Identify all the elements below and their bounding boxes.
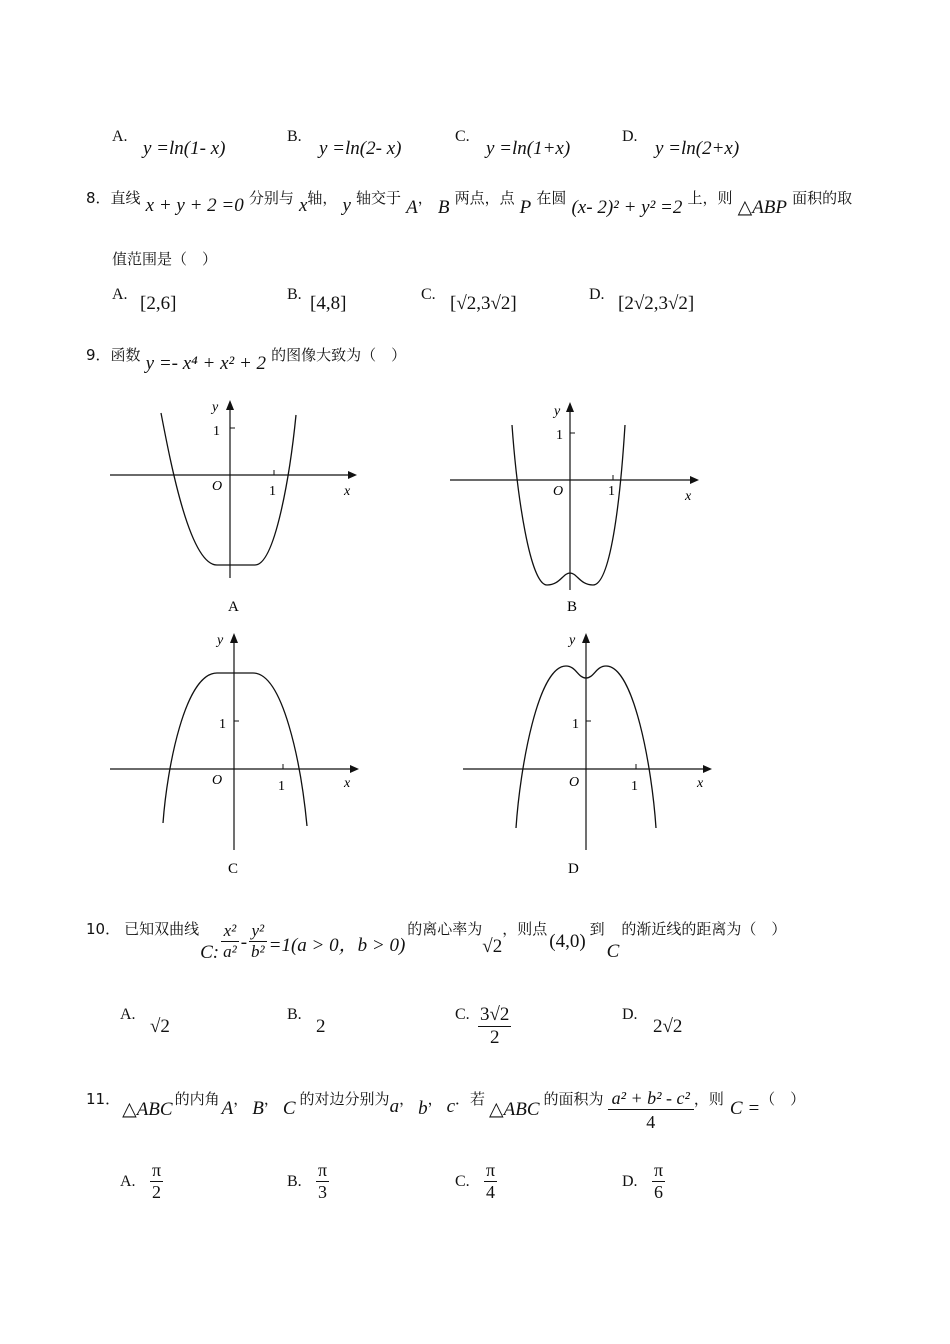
q10-option-b-expr: 2 — [316, 1016, 326, 1037]
graph-d-one-x: 1 — [631, 779, 638, 794]
q11-option-d-letter: D. — [622, 1173, 638, 1190]
q10-eq-rest: =1(a > 0，b > 0) — [268, 934, 406, 956]
q11-option-b-den: 3 — [318, 1182, 328, 1202]
q7-option-c-letter: C. — [455, 128, 470, 145]
q11-option-a-frac — [150, 1160, 163, 1203]
q10-option-b-letter: B. — [287, 1006, 302, 1023]
q10-option-c-num: 3√2 — [480, 1004, 510, 1025]
q10-option-c-letter: C. — [455, 1006, 470, 1023]
q11-text: 的面积为 — [543, 1090, 604, 1108]
q11-text: （ ） — [760, 1090, 806, 1108]
graph-b-caption: B — [567, 599, 578, 615]
q10-text: 到 — [589, 920, 605, 938]
q8-option-c-expr: [√2,3√2] — [450, 293, 517, 314]
graph-d-y-label: y — [569, 633, 576, 648]
q11-triangle-ref: △ABC — [489, 1099, 540, 1120]
q11-angle-b: B — [252, 1098, 264, 1119]
graph-a-one-x: 1 — [269, 484, 276, 499]
q10-frac-y-num: y² — [249, 921, 267, 942]
q10-frac-x — [221, 921, 239, 962]
q11-option-d-num: π — [654, 1160, 664, 1180]
q8-text: 两点，点 — [454, 189, 515, 207]
q9-number: 9． — [86, 346, 111, 364]
q9-graph-c — [105, 628, 370, 883]
q8-option-b-expr: [4,8] — [310, 293, 347, 314]
q11-option-a-den: 2 — [152, 1182, 162, 1202]
q11-option-c-num: π — [486, 1160, 496, 1180]
q11-area-frac — [608, 1088, 694, 1133]
q11-comma: ， — [427, 1090, 443, 1108]
q10-number: 10． — [86, 920, 121, 938]
graph-d-origin: O — [569, 775, 580, 790]
q7-option-c-expr: y =ln(1+x) — [486, 138, 571, 159]
q9-stem — [86, 344, 407, 374]
q10-curve-c-ref: C — [606, 941, 620, 962]
q7-option-a-expr: y =ln(1- x) — [143, 138, 226, 159]
q8-number: 8． — [86, 189, 111, 207]
q10-frac-x-den: a² — [223, 941, 237, 961]
q8-triangle: △ABP — [737, 197, 788, 218]
graph-a-one-y: 1 — [213, 424, 220, 439]
graph-c-origin: O — [212, 773, 223, 788]
q8-option-a-expr: [2,6] — [140, 293, 177, 314]
q11-c-equals: C = — [729, 1098, 761, 1119]
q8-text: 轴交于 — [356, 189, 402, 207]
graph-c-caption: C — [228, 861, 239, 877]
q8-point-b: B — [437, 197, 450, 218]
q7-option-d-letter: D. — [622, 128, 638, 145]
q8-line-eq: x + y + 2 =0 — [145, 195, 244, 216]
q11-angle-a: A — [221, 1098, 234, 1119]
q11-text: 的内角 — [174, 1090, 220, 1108]
q8-comma: ， — [417, 189, 433, 207]
q11-text: 的对边分别为 — [299, 1090, 390, 1108]
q11-number: 11． — [86, 1090, 121, 1108]
q8-var-y: y — [342, 195, 351, 216]
q11-angle-c: C — [282, 1098, 296, 1119]
q10-option-c-den: 2 — [489, 1027, 500, 1048]
graph-b-x-label: x — [685, 489, 692, 504]
q7-option-d-expr: y =ln(2+x) — [655, 138, 740, 159]
q9-graph-d — [458, 628, 723, 883]
graph-a-y-label: y — [212, 400, 219, 415]
q11-option-a-num: π — [152, 1160, 162, 1180]
graph-c-x-label: x — [344, 776, 351, 791]
q10-option-d-letter: D. — [622, 1006, 638, 1023]
q8-text: 上，则 — [687, 189, 733, 207]
graph-b-one-x: 1 — [608, 484, 615, 499]
q8-text: 面积的取 — [792, 189, 853, 207]
q11-option-a-letter: A. — [120, 1173, 136, 1190]
q9-graph-b — [445, 395, 710, 625]
q8-option-d-letter: D. — [589, 286, 605, 303]
q11-comma: ， — [399, 1090, 415, 1108]
q11-side-a: a — [389, 1096, 400, 1117]
q11-option-d-den: 6 — [654, 1182, 664, 1202]
q11-area-den: 4 — [646, 1112, 656, 1132]
q11-text: ，则 — [693, 1090, 724, 1108]
q7-option-a-letter: A. — [112, 128, 128, 145]
q10-option-a-expr: √2 — [150, 1016, 170, 1037]
q11-option-c-den: 4 — [486, 1182, 496, 1202]
q10-eccentricity: √2 — [482, 936, 503, 957]
q10-text: 的渐近线的距离为（ ） — [621, 920, 787, 938]
q10-point: (4,0) — [549, 931, 586, 952]
graph-c-one-y: 1 — [219, 717, 226, 732]
q8-option-b-letter: B. — [287, 286, 302, 303]
q11-option-b-num: π — [318, 1160, 328, 1180]
q8-text: 分别与 — [248, 189, 294, 207]
graph-a-origin: O — [212, 479, 223, 494]
q11-comma: ， — [233, 1090, 249, 1108]
q9-graph-a — [105, 395, 365, 625]
q8-circle-eq: (x- 2)² + y² =2 — [571, 197, 683, 218]
q8-option-a-letter: A. — [112, 286, 128, 303]
graph-c-one-x: 1 — [278, 779, 285, 794]
q11-option-b-letter: B. — [287, 1173, 302, 1190]
q8-point-a: A — [406, 197, 418, 218]
q10-stem — [86, 918, 786, 964]
q11-side-b: b — [418, 1098, 428, 1119]
q8-text: 在圆 — [536, 189, 567, 207]
graph-c-y-label: y — [217, 633, 224, 648]
q10-frac-x-num: x² — [221, 921, 239, 942]
q8-text: 轴， — [307, 189, 338, 207]
q8-text: 直线 — [110, 189, 141, 207]
q7-option-b-letter: B. — [287, 128, 302, 145]
q10-text: ，则点 — [502, 920, 548, 938]
graph-a-x-label: x — [344, 484, 351, 499]
q11-area-num: a² + b² - c² — [608, 1088, 694, 1110]
q8-var-x: x — [298, 195, 308, 216]
q9-text: 的图像大致为（ ） — [271, 346, 407, 364]
graph-d-x-label: x — [697, 776, 704, 791]
q10-frac-y-den: b² — [251, 941, 265, 961]
graph-b-one-y: 1 — [556, 428, 563, 443]
q11-text: ．若 — [455, 1090, 486, 1108]
q10-option-a-letter: A. — [120, 1006, 136, 1023]
graph-b-origin: O — [553, 484, 564, 499]
q11-side-c: c — [446, 1096, 456, 1117]
q11-option-c-frac — [484, 1160, 497, 1203]
q8-stem-cont: 值范围是（ ） — [112, 250, 218, 268]
q10-text: 已知双曲线 — [124, 920, 200, 938]
q11-comma: ， — [263, 1090, 279, 1108]
q10-text: 的离心率为 — [407, 920, 483, 938]
q10-option-d-expr: 2√2 — [653, 1016, 683, 1037]
graph-d-caption: D — [568, 861, 579, 877]
q11-stem — [86, 1088, 805, 1133]
graph-b-y-label: y — [554, 404, 561, 419]
q10-frac-y — [249, 921, 267, 962]
q9-text: 函数 — [110, 346, 141, 364]
q11-option-c-letter: C. — [455, 1173, 470, 1190]
graph-d-one-y: 1 — [572, 717, 579, 732]
q10-option-c-frac — [478, 1004, 511, 1049]
q11-triangle: △ABC — [122, 1099, 173, 1120]
q10-curve-c: C: — [200, 942, 220, 963]
q11-option-b-frac — [316, 1160, 329, 1203]
q8-point-p: P — [519, 197, 532, 218]
q9-function: y =- x⁴ + x² + 2 — [145, 353, 267, 374]
q8-stem — [86, 186, 853, 218]
q7-option-b-expr: y =ln(2- x) — [319, 138, 402, 159]
q8-option-d-expr: [2√2,3√2] — [618, 293, 695, 314]
q10-minus: - — [240, 932, 248, 953]
q11-option-d-frac — [652, 1160, 665, 1203]
graph-a-caption: A — [228, 599, 239, 615]
q8-option-c-letter: C. — [421, 286, 436, 303]
